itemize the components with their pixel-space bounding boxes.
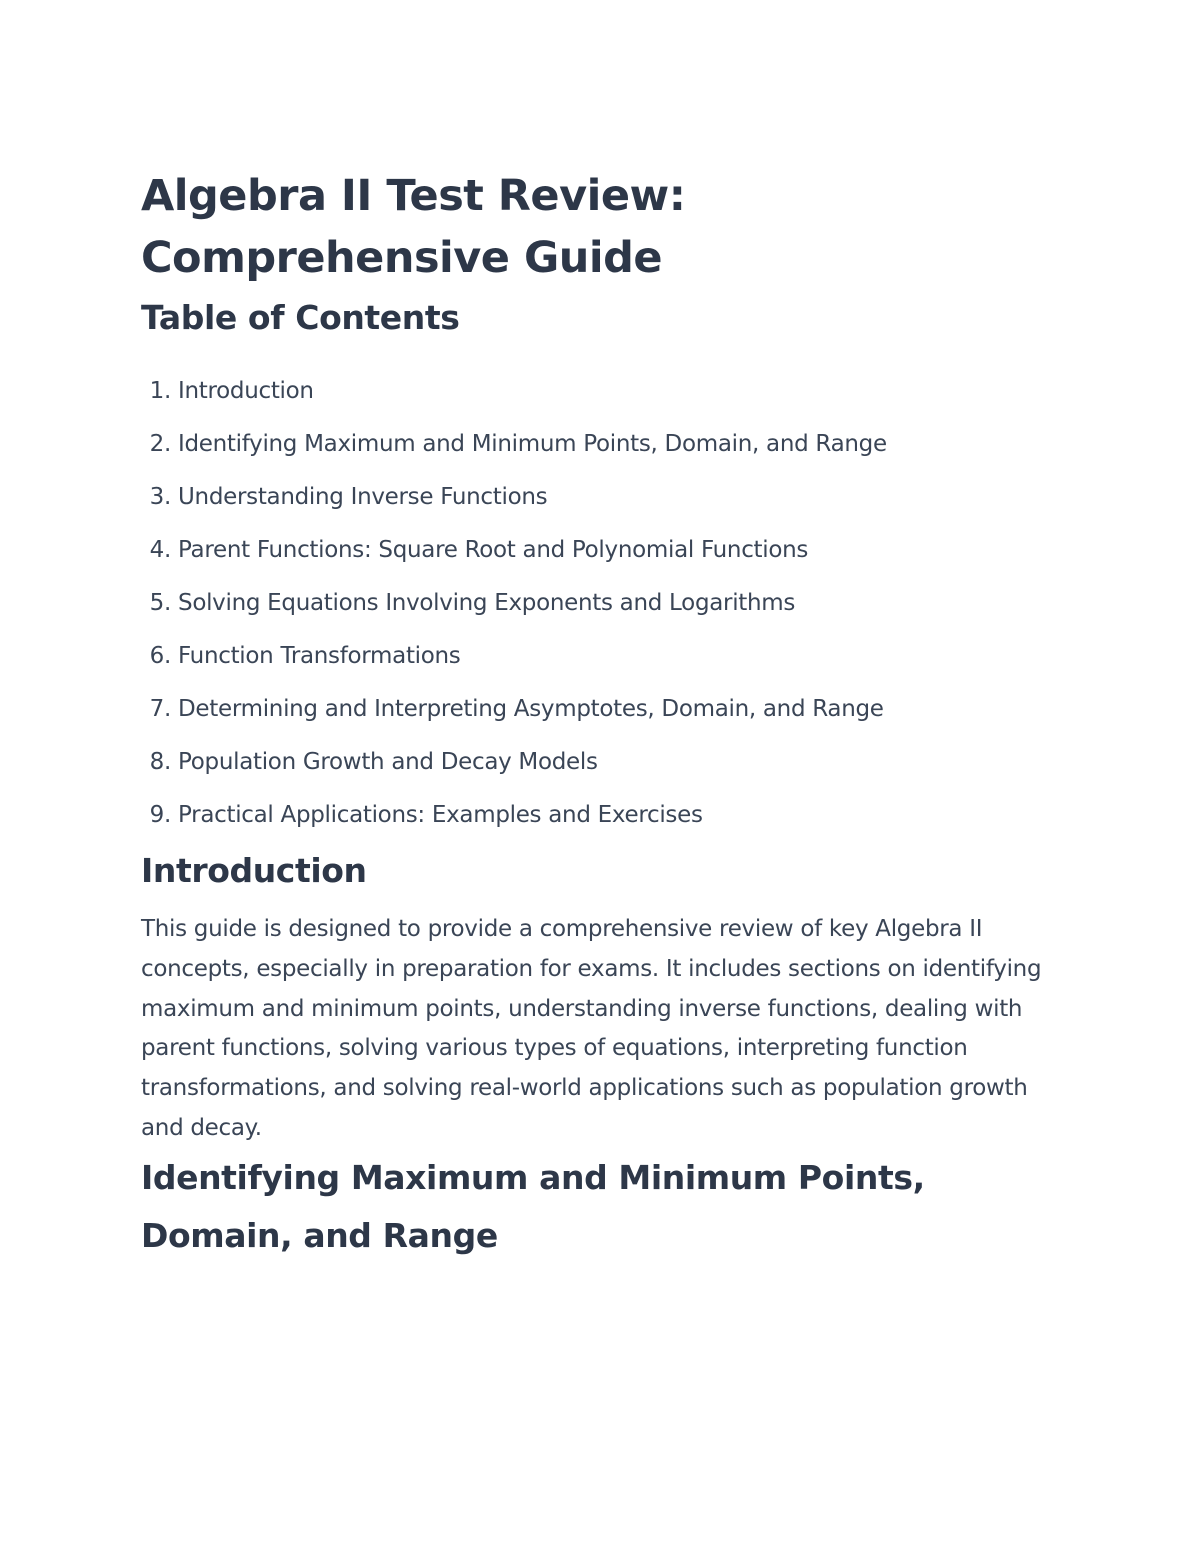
document-page [141,165,1061,1265]
toc-item-label: Parent Functions: Square Root and Polynomial Functions [178,537,809,563]
toc-item [141,418,1061,471]
toc-item-label: Solving Equations Involving Exponents and Logarithms [178,590,796,616]
toc-item-number: 4. [149,537,171,563]
toc-item [141,365,1061,418]
toc-item-number: 6. [149,643,171,669]
toc-item-number: 8. [149,749,171,775]
toc-item-number: 3. [149,484,171,510]
toc-item-label: Identifying Maximum and Minimum Points, Domain, and Range [178,431,887,457]
toc-item [141,630,1061,683]
toc-item-number: 7. [149,696,171,722]
document-title: Algebra II Test Review: Comprehensive Guide [141,171,686,283]
toc-item-number: 9. [149,802,171,828]
toc-item-label: Understanding Inverse Functions [178,484,548,510]
toc-item-label: Population Growth and Decay Models [178,749,598,775]
introduction-heading: Introduction [141,851,367,890]
toc-item [141,577,1061,630]
toc-item-label: Function Transformations [178,643,461,669]
introduction-paragraph: This guide is designed to provide a comprehensive review of key Algebra II concepts, especially in preparation for exams. It includes sections on identifying maximum and minimum points, understanding inverse functions, dealing with parent functions, solving various types of equations, interpreting function transformations, and solving real-world applications such as population growth and decay. [141,916,1042,1141]
toc-list [141,365,1061,842]
toc-item [141,683,1061,736]
toc-item-label: Introduction [178,378,314,404]
toc-heading: Table of Contents [141,298,460,337]
toc-item-number: 5. [149,590,171,616]
toc-item-label: Determining and Interpreting Asymptotes, Domain, and Range [178,696,884,722]
toc-item [141,524,1061,577]
toc-item [141,471,1061,524]
toc-item [141,736,1061,789]
max-min-section-heading: Identifying Maximum and Minimum Points, Domain, and Range [141,1157,925,1255]
toc-item-number: 2. [149,431,171,457]
toc-item [141,789,1061,842]
toc-item-label: Practical Applications: Examples and Exercises [178,802,703,828]
toc-item-number: 1. [149,378,171,404]
